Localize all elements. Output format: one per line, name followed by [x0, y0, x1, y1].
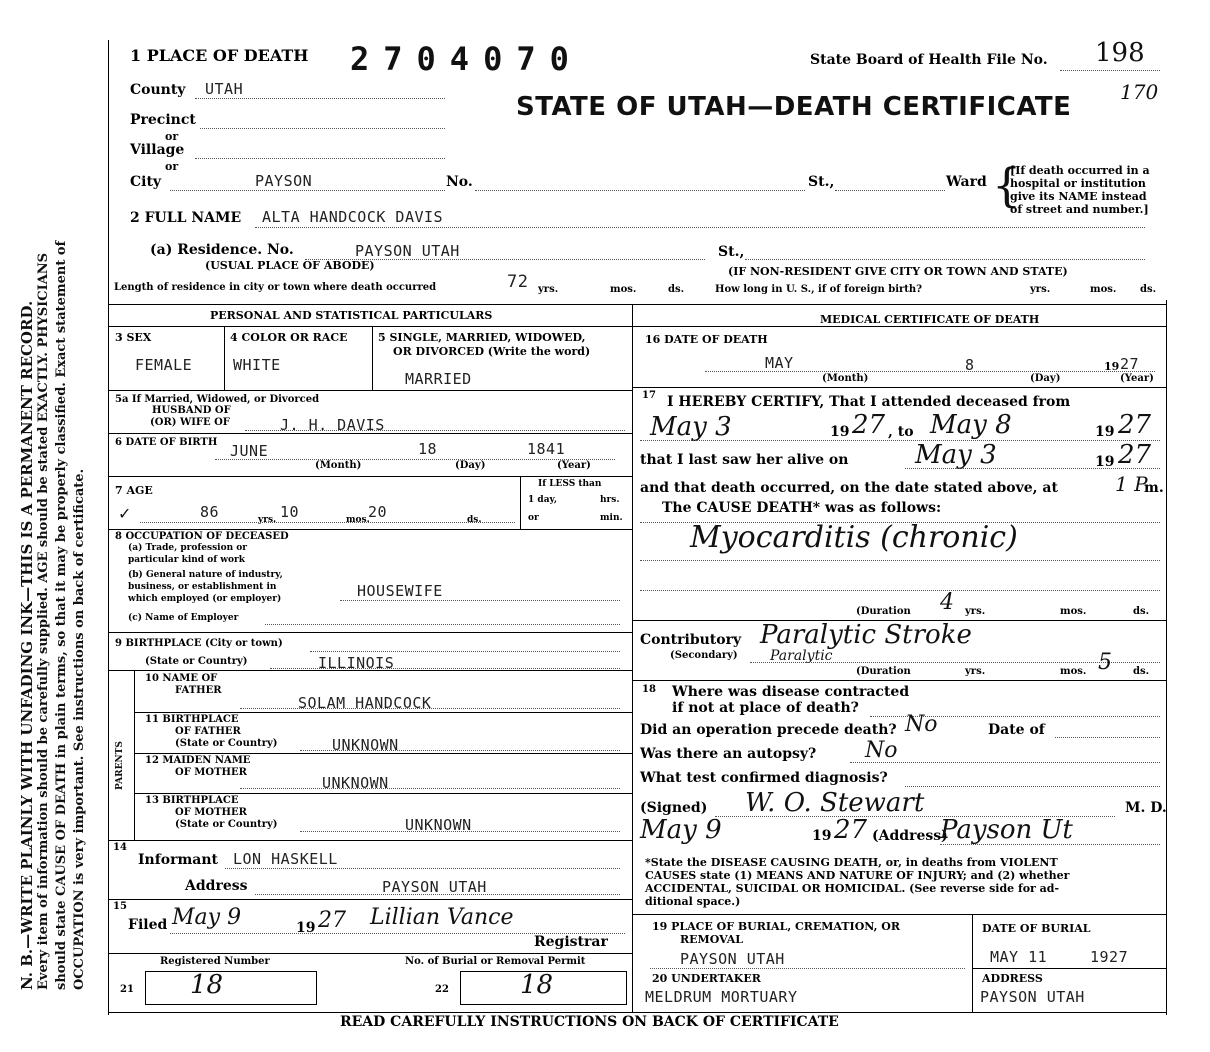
medical-section-title: MEDICAL CERTIFICATE OF DEATH	[820, 313, 1040, 326]
attended-from-year: 27	[852, 410, 886, 440]
color-value: WHITE	[233, 356, 281, 374]
if-less-min: min.	[600, 513, 623, 523]
full-name-label: 2 FULL NAME	[130, 210, 242, 226]
mother-name-line	[240, 788, 620, 789]
informant-value: LON HASKELL	[233, 850, 338, 868]
full-name-line	[255, 227, 1145, 228]
mother-birthplace-value: UNKNOWN	[405, 816, 472, 834]
mother-name-label-1: 12 MAIDEN NAME	[145, 755, 251, 766]
burial-place-line	[650, 968, 965, 969]
duration2-months: 5	[1098, 650, 1112, 675]
county-value: UTAH	[205, 80, 244, 98]
personal-section-title: PERSONAL AND STATISTICAL PARTICULARS	[210, 309, 493, 322]
last-saw-date: May 3	[915, 440, 997, 470]
duration-yrs-caption: yrs.	[965, 606, 986, 617]
row-divider-7	[108, 632, 632, 633]
dod-year-prefix: 19	[1104, 360, 1120, 373]
row-divider-top	[108, 304, 1166, 305]
if-less-label-2: 1 day,	[528, 495, 558, 505]
address-value: Payson Ut	[940, 815, 1073, 845]
margin-warning: N. B.—WRITE PLAINLY WITH UNFADING INK—THIS IS A PERMANENT RECORD.	[18, 300, 36, 990]
cause-label: The CAUSE DEATH* was as follows:	[662, 500, 942, 516]
informant-number: 14	[113, 842, 127, 853]
duration-mos-caption: mos.	[1060, 606, 1087, 617]
father-birthplace-label-1: 11 BIRTHPLACE	[145, 714, 239, 725]
cause-value: Myocarditis (chronic)	[690, 520, 1018, 555]
sex-divider	[224, 326, 225, 390]
contributory-label: Contributory	[640, 632, 742, 648]
dod-day-caption: (Day)	[1030, 373, 1061, 384]
duration-label: (Duration	[856, 606, 911, 617]
duration-ds-caption: ds.	[1133, 606, 1150, 617]
father-birthplace-label-3: (State or Country)	[175, 738, 278, 749]
marital-label-1: 5 SINGLE, MARRIED, WIDOWED,	[378, 331, 586, 344]
length-ds-caption: ds.	[668, 284, 685, 295]
father-name-label-1: 10 NAME OF	[145, 673, 218, 684]
death-occurred-label: and that death occurred, on the date stated above, at	[640, 480, 1058, 496]
hospital-note-2: hospital or institution	[1010, 177, 1146, 190]
father-name-label-2: FATHER	[175, 685, 222, 696]
file-no-alt: 170	[1120, 80, 1159, 104]
spouse-label-1: 5a If Married, Widowed, or Divorced	[115, 394, 320, 405]
attended-line	[640, 440, 1160, 441]
filed-number: 15	[113, 901, 127, 912]
row-divider-13	[108, 899, 632, 900]
duration2-label: (Duration	[856, 666, 911, 677]
usual-abode-caption: (USUAL PLACE OF ABODE)	[205, 259, 375, 272]
cause-line-1	[640, 522, 1160, 523]
attended-from-year-prefix: 19	[830, 424, 850, 440]
medical-divider-1	[632, 387, 1166, 388]
last-saw-label: that I last saw her alive on	[640, 452, 849, 468]
attended-from: May 3	[650, 412, 732, 442]
how-long-mos: mos.	[1090, 284, 1117, 295]
burial-date-label: DATE OF BURIAL	[982, 922, 1091, 935]
burial-place-label-2: REMOVAL	[680, 933, 744, 946]
ward-line	[835, 190, 945, 191]
certificate-title: STATE OF UTAH—DEATH CERTIFICATE	[516, 92, 1072, 122]
attended-to-label: , to	[888, 424, 914, 440]
age-line	[140, 522, 515, 523]
informant-label: Informant	[138, 852, 218, 868]
undertaker-label: 20 UNDERTAKER	[652, 972, 761, 985]
burial-place-label-1: 19 PLACE OF BURIAL, CREMATION, OR	[652, 920, 901, 933]
dob-label: 6 DATE OF BIRTH	[115, 437, 218, 448]
duration-years: 4	[940, 590, 954, 615]
filed-year: 27	[318, 908, 346, 933]
how-long-label: How long in U. S., if of foreign birth?	[715, 284, 923, 295]
informant-address-value: PAYSON UTAH	[382, 878, 487, 896]
color-divider	[372, 326, 373, 390]
file-no-value: 198	[1095, 38, 1145, 68]
row-divider-8	[108, 670, 632, 671]
margin-instruction-2: should state CAUSE OF DEATH in plain terms, so that it may be properly classified. Exact statement of	[54, 240, 69, 990]
undertaker-value: MELDRUM MORTUARY	[645, 988, 798, 1006]
street-no-line	[475, 190, 805, 191]
filed-year-prefix: 19	[296, 920, 316, 936]
age-checkmark: ✓	[118, 504, 132, 523]
registered-number-box	[145, 971, 317, 1005]
residence-value: PAYSON UTAH	[355, 242, 460, 260]
date-of-line	[1055, 737, 1160, 738]
full-name-value: ALTA HANDCOCK DAVIS	[262, 208, 444, 226]
hospital-note-4: of street and number.]	[1010, 203, 1149, 216]
medical-divider-4	[632, 914, 1166, 915]
sex-label: 3 SEX	[115, 331, 152, 344]
operation-value: No	[905, 712, 938, 737]
precinct-label: Precinct	[130, 112, 196, 128]
permit-prefix: 22	[435, 984, 449, 995]
if-less-hrs: hrs.	[600, 495, 620, 505]
occupation-b-2: business, or establishment in	[128, 582, 277, 592]
age-mos-caption: mos.	[346, 515, 370, 525]
birthplace-value: ILLINOIS	[318, 654, 395, 672]
birthplace-city-line	[310, 651, 620, 652]
occupation-a-1: (a) Trade, profession or	[128, 543, 247, 553]
dob-day: 18	[418, 440, 438, 458]
age-yrs-caption: yrs.	[258, 515, 277, 525]
hospital-brace: {	[992, 158, 1022, 212]
form-border-right	[1166, 300, 1167, 1015]
dob-year-caption: (Year)	[557, 460, 591, 471]
signed-year: 27	[834, 815, 868, 845]
duration2-mos-caption: mos.	[1060, 666, 1087, 677]
address-label: (Address)	[872, 828, 948, 844]
occupation-b-3: which employed (or employer)	[128, 594, 282, 604]
file-no-line	[1060, 70, 1160, 71]
certify-number: 17	[642, 390, 656, 401]
center-divider	[632, 304, 633, 1012]
hospital-note-1: [If death occurred in a	[1010, 164, 1150, 177]
q18-number: 18	[642, 684, 656, 695]
row-divider-6	[108, 529, 632, 530]
dob-day-caption: (Day)	[455, 460, 486, 471]
age-years: 86	[200, 503, 220, 521]
father-birthplace-label-2: OF FATHER	[175, 726, 241, 737]
certify-text: I HEREBY CERTIFY, That I attended deceased from	[667, 394, 1071, 410]
footnote-4: ditional space.)	[645, 895, 741, 908]
autopsy-value: No	[865, 738, 898, 763]
last-saw-year: 27	[1118, 440, 1152, 470]
length-yrs-caption: yrs.	[538, 284, 559, 295]
or-label-2: or	[165, 160, 179, 173]
row-divider-3	[108, 390, 632, 391]
length-mos-caption: mos.	[610, 284, 637, 295]
filed-date: May 9	[172, 905, 242, 930]
death-time-suffix: m.	[1144, 480, 1164, 496]
row-divider-14	[108, 953, 632, 954]
filed-label: Filed	[128, 917, 168, 933]
spouse-value: J. H. DAVIS	[280, 416, 385, 434]
row-divider-10	[134, 753, 632, 754]
street-no-label: No.	[446, 174, 473, 190]
undertaker-address-label: ADDRESS	[982, 972, 1043, 985]
row-divider-section	[108, 326, 1166, 327]
how-long-yrs: yrs.	[1030, 284, 1051, 295]
test-line	[905, 786, 1160, 787]
county-label: County	[130, 82, 186, 98]
marital-value: MARRIED	[405, 370, 472, 388]
test-label: What test confirmed diagnosis?	[640, 770, 888, 786]
how-long-ds: ds.	[1140, 284, 1157, 295]
dod-year: 27	[1120, 355, 1140, 373]
signed-year-prefix: 19	[812, 828, 832, 844]
employer-line	[265, 624, 620, 625]
last-saw-year-prefix: 19	[1095, 454, 1115, 470]
place-of-death-label: 1 PLACE OF DEATH	[130, 46, 309, 65]
mother-name-value: UNKNOWN	[322, 774, 389, 792]
dod-day: 8	[965, 356, 975, 374]
birthplace-state-label: (State or Country)	[145, 656, 248, 667]
last-saw-line	[905, 468, 1160, 469]
row-divider-9	[134, 712, 632, 713]
residence-label: (a) Residence. No.	[150, 242, 294, 258]
color-label: 4 COLOR OR RACE	[230, 331, 348, 344]
city-label: City	[130, 174, 162, 190]
if-less-label-3: or	[528, 513, 539, 523]
marital-label-2: OR DIVORCED (Write the word)	[393, 345, 591, 358]
row-divider-5	[108, 476, 632, 477]
row-divider-11	[134, 793, 632, 794]
mother-birthplace-label-1: 13 BIRTHPLACE	[145, 795, 239, 806]
length-residence-value: 72	[507, 272, 529, 292]
dod-label: 16 DATE OF DEATH	[645, 333, 768, 346]
if-less-label-1: If LESS than	[538, 479, 602, 489]
registrar-label: Registrar	[534, 934, 608, 950]
precinct-line	[200, 128, 445, 129]
contributory-value: Paralytic Stroke	[760, 620, 972, 650]
md-label: M. D.	[1125, 800, 1167, 816]
cause-line-3	[640, 590, 1160, 591]
attended-to-year: 27	[1118, 410, 1152, 440]
signed-date: May 9	[640, 815, 722, 845]
street-label: St.,	[808, 174, 835, 190]
dod-month-caption: (Month)	[822, 373, 869, 384]
or-label-1: or	[165, 130, 179, 143]
read-carefully-footer: READ CAREFULLY INSTRUCTIONS ON BACK OF CERTIFICATE	[340, 1014, 839, 1030]
occupation-a-2: particular kind of work	[128, 555, 245, 565]
contributory-value-2: Paralytic	[770, 648, 833, 664]
age-months: 10	[280, 503, 300, 521]
death-time: 1 P	[1115, 472, 1148, 496]
registrar-signature: Lillian Vance	[370, 905, 514, 930]
occupation-line	[340, 600, 620, 601]
occupation-b-1: (b) General nature of industry,	[128, 570, 283, 580]
age-ds-caption: ds.	[467, 515, 482, 525]
county-line	[195, 98, 445, 99]
occupation-value: HOUSEWIFE	[357, 582, 443, 600]
burial-date-divider	[972, 968, 1166, 969]
mother-birthplace-label-2: OF MOTHER	[175, 807, 247, 818]
burial-place-value: PAYSON UTAH	[680, 950, 785, 968]
occupation-label: 8 OCCUPATION OF DECEASED	[115, 531, 289, 542]
dob-year: 1841	[527, 440, 566, 458]
address-line	[940, 844, 1160, 845]
mother-birthplace-label-3: (State or Country)	[175, 819, 278, 830]
signature: W. O. Stewart	[745, 788, 925, 818]
date-of-label: Date of	[988, 722, 1045, 738]
burial-year-value: 1927	[1090, 948, 1129, 966]
certificate-number: 2704070	[350, 40, 583, 78]
if-less-divider	[520, 476, 521, 529]
attended-to-year-prefix: 19	[1095, 424, 1115, 440]
row-divider-4	[108, 433, 632, 434]
nonresident-caption: (IF NON-RESIDENT GIVE CITY OR TOWN AND STATE)	[728, 265, 1068, 278]
spouse-label-2: HUSBAND OF	[152, 405, 231, 416]
spouse-label-3: (OR) WIFE OF	[150, 417, 230, 428]
registered-number-prefix: 21	[120, 984, 134, 995]
burial-divider	[972, 914, 973, 1012]
duration2-yrs-caption: yrs.	[965, 666, 986, 677]
attended-to: May 8	[930, 410, 1012, 440]
operation-label: Did an operation precede death?	[640, 722, 897, 738]
birthplace-label: 9 BIRTHPLACE (City or town)	[115, 638, 283, 649]
cause-line-2	[640, 560, 1160, 561]
footnote-2: CAUSES state (1) MEANS AND NATURE OF INJURY; and (2) whether	[645, 869, 1070, 882]
parents-side-label: PARENTS	[115, 741, 125, 790]
burial-permit-label: No. of Burial or Removal Permit	[405, 956, 586, 967]
burial-date-value: MAY 11	[990, 948, 1048, 966]
permit-number-value: 18	[520, 970, 554, 1000]
village-label: Village	[130, 142, 185, 158]
margin-instruction-3: OCCUPATION is very important. See instructions on back of certificate.	[72, 468, 87, 990]
secondary-label: (Secondary)	[670, 650, 738, 661]
dob-month: JUNE	[230, 442, 269, 460]
row-divider-12	[108, 840, 632, 841]
village-line	[195, 158, 445, 159]
autopsy-label: Was there an autopsy?	[640, 746, 817, 762]
ward-label: Ward	[946, 174, 987, 190]
sex-value: FEMALE	[135, 356, 193, 374]
undertaker-address-value: PAYSON UTAH	[980, 988, 1085, 1006]
footnote-3: ACCIDENTAL, SUICIDAL OR HOMICIDAL. (See reverse side for ad-	[645, 882, 1060, 895]
informant-line	[225, 868, 620, 869]
informant-address-label: Address	[185, 878, 248, 894]
duration2-ds-caption: ds.	[1133, 666, 1150, 677]
hospital-note-3: give its NAME instead	[1010, 190, 1147, 203]
dod-month: MAY	[765, 354, 794, 372]
footnote-1: *State the DISEASE CAUSING DEATH, or, in deaths from VIOLENT	[645, 856, 1058, 869]
father-name-value: SOLAM HANDCOCK	[298, 694, 432, 712]
occupation-c: (c) Name of Employer	[128, 613, 239, 623]
margin-instruction-1: Every item of information should be carefully supplied. AGE should be stated EXACTLY. PHYSICIANS	[36, 252, 51, 990]
residence-st-line	[745, 259, 1145, 260]
medical-divider-3	[632, 680, 1166, 681]
parents-divider	[134, 670, 135, 840]
registered-number-value: 18	[190, 970, 224, 1000]
signed-label: (Signed)	[640, 800, 708, 816]
dod-year-caption: (Year)	[1120, 373, 1154, 384]
q18-label-2: if not at place of death?	[672, 700, 859, 716]
dob-month-caption: (Month)	[315, 460, 362, 471]
form-border-bottom	[108, 1012, 1166, 1013]
dob-line	[215, 459, 615, 460]
father-birthplace-value: UNKNOWN	[332, 736, 399, 754]
mother-name-label-2: OF MOTHER	[175, 767, 247, 778]
form-border-left	[108, 40, 109, 1015]
file-no-label: State Board of Health File No.	[810, 52, 1048, 68]
q18-label-1: Where was disease contracted	[672, 684, 910, 700]
length-residence-label: Length of residence in city or town where death occurred	[114, 282, 437, 293]
city-value: PAYSON	[255, 172, 313, 190]
age-days: 20	[368, 503, 388, 521]
residence-st-label: St.,	[718, 244, 745, 260]
registered-number-label: Registered Number	[160, 956, 270, 967]
autopsy-line	[850, 762, 1160, 763]
age-label: 7 AGE	[115, 484, 153, 497]
city-line	[170, 190, 445, 191]
